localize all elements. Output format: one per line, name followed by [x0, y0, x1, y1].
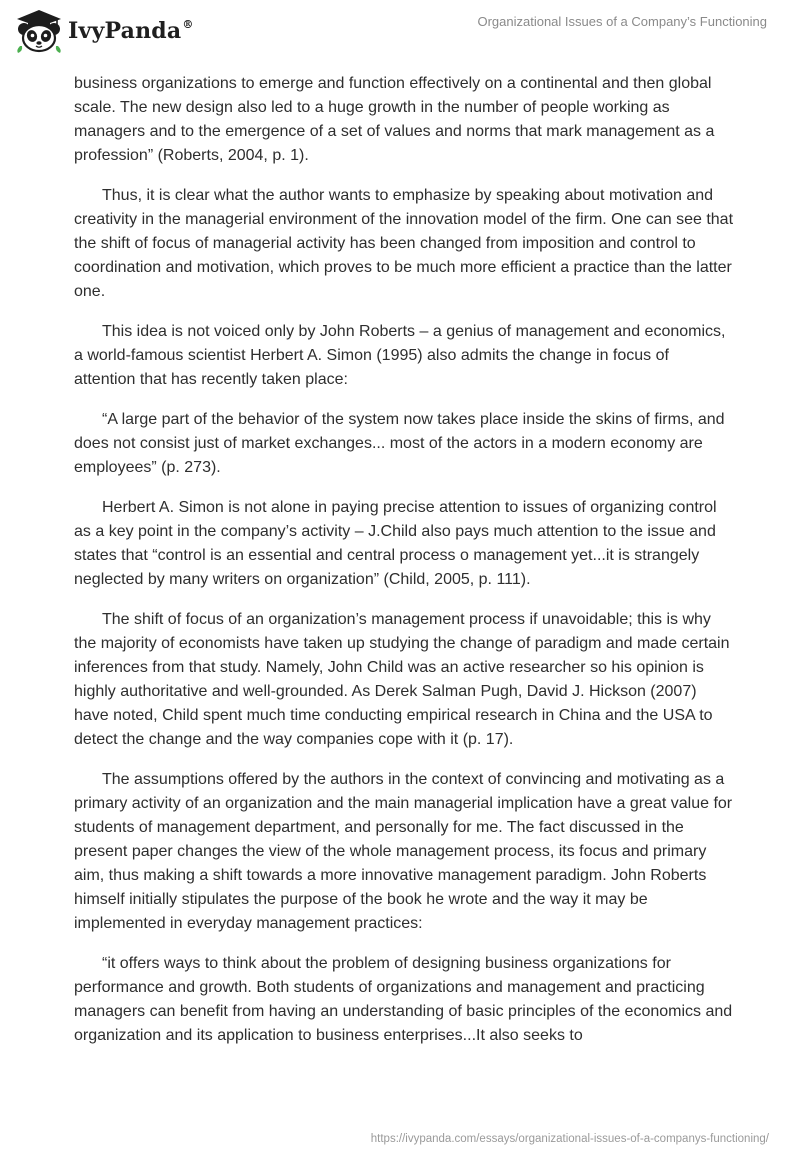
- ivypanda-logo[interactable]: [14, 8, 194, 54]
- paragraph: The shift of focus of an organization’s management process if unavoidable; this is why the majority of economists have taken up studying the change of paradigm and made certain inferences from that study. Namely, John Child was an active researcher so his opinion is highly authoritative and well-grounded. As Derek Salman Pugh, David J. Hickson (2007) have noted, Child spent much time conducting empirical research in China and the USA to detect the change and the way companies cope with it (p. 17).: [74, 611, 730, 748]
- paragraph: Herbert A. Simon is not alone in paying precise attention to issues of organizing control as a key point in the company’s activity – J.Child also pays much attention to the issue and states that “control is an essential and central process o management yet...it is strangely neglected by many writers on organization” (Child, 2005, p. 111).: [74, 499, 717, 588]
- logo-text: IvyPanda: [68, 18, 182, 44]
- paragraph: business organizations to emerge and function effectively on a continental and then global scale. The new design also led to a huge growth in the number of people working as managers and to the emergence of a set of values and norms that mark management as a profession” (Roberts, 2004, p. 1).: [74, 75, 715, 164]
- paragraph: This idea is not voiced only by John Roberts – a genius of management and economics, a world-famous scientist Herbert A. Simon (1995) also admits the change in focus of attention that has recently taken place:: [74, 323, 726, 388]
- paragraph: The assumptions offered by the authors in the context of convincing and motivating as a primary activity of an organization and the main managerial implication have a great value for students of management department, and personally for me. The fact discussed in the present paper changes the view of the whole management process, its focus and primary aim, thus making a shift towards a more innovative management paradigm. John Roberts himself initially stipulates the purpose of the book he wrote and the way it may be implemented in everyday management practices:: [74, 771, 733, 932]
- page-header: [0, 0, 800, 64]
- block-quote-paragraph: “A large part of the behavior of the system now takes place inside the skins of firms, and does not consist just of market exchanges... most of the actors in a modern economy are employees” (p. 273).: [74, 411, 725, 476]
- registered-mark: ®: [182, 17, 194, 31]
- logo-wordmark: [68, 18, 194, 44]
- block-quote-paragraph: “it offers ways to think about the problem of designing business organizations for performance and growth. Both students of organizations and management and practicing managers can benefit from having an understanding of basic principles of the economics and organization and its application to business enterprises...It also seeks to: [74, 955, 733, 1044]
- panda-mascot-icon: [14, 8, 64, 54]
- paragraph: Thus, it is clear what the author wants to emphasize by speaking about motivation and creativity in the managerial environment of the innovation model of the firm. One can see that the shift of focus of managerial activity has been changed from imposition and control to coordination and motivation, which proves to be much more efficient a practice than the latter one.: [74, 187, 734, 300]
- source-url[interactable]: https://ivypanda.com/essays/organizational-issues-of-a-companys-functioning/: [370, 1133, 769, 1145]
- essay-body: [74, 72, 734, 1064]
- document-title: Organizational Issues of a Company’s Functioning: [477, 14, 767, 29]
